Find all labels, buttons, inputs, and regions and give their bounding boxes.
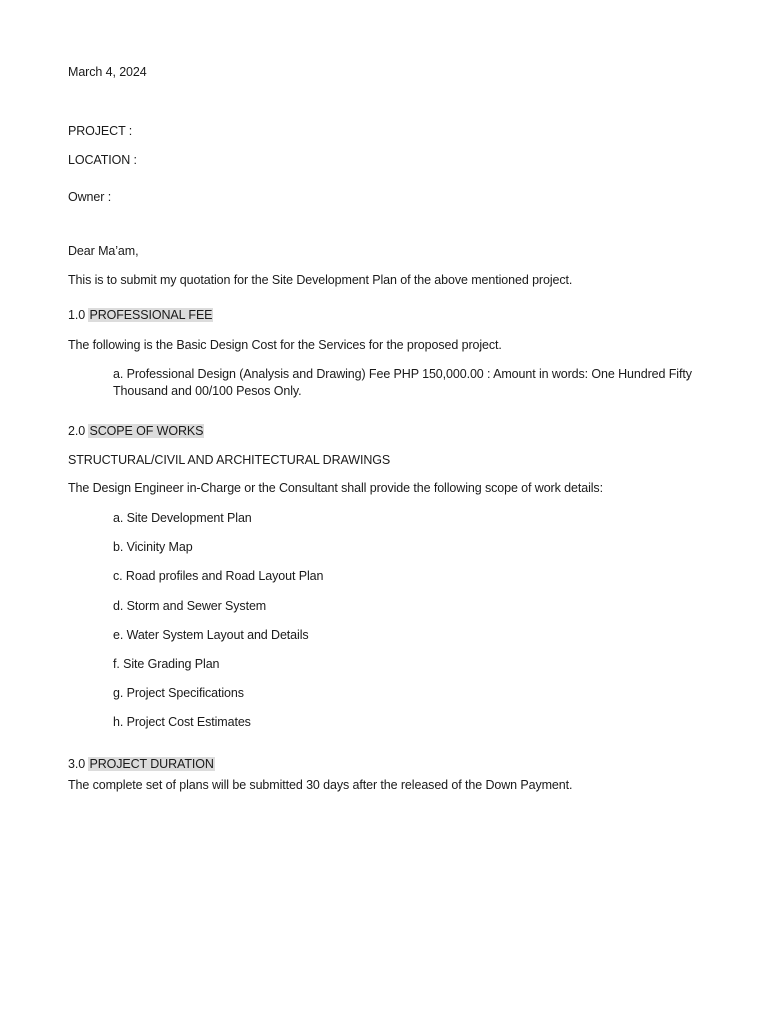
section-2-description: The Design Engineer in-Charge or the Consultant shall provide the following scope of work details: xyxy=(68,481,603,495)
salutation: Dear Ma’am, xyxy=(68,244,139,258)
section-1-description: The following is the Basic Design Cost for the Services for the proposed project. xyxy=(68,338,502,352)
scope-item: a. Site Development Plan xyxy=(113,511,252,525)
section-3-heading xyxy=(68,756,215,772)
section-3-number: 3.0 xyxy=(68,757,86,771)
section-2-number: 2.0 xyxy=(68,424,86,438)
section-3-title: PROJECT DURATION xyxy=(89,757,214,771)
section-2-subtitle: STRUCTURAL/CIVIL AND ARCHITECTURAL DRAWINGS xyxy=(68,453,391,467)
section-1-number: 1.0 xyxy=(68,308,86,322)
location-label: LOCATION : xyxy=(68,153,137,167)
owner-label: Owner : xyxy=(68,190,112,204)
fee-item-a-line-2: Thousand and 00/100 Pesos Only. xyxy=(113,384,302,398)
letter-date: March 4, 2024 xyxy=(68,65,147,79)
section-2-title: SCOPE OF WORKS xyxy=(89,424,204,438)
scope-item: d. Storm and Sewer System xyxy=(113,599,267,613)
scope-item: f. Site Grading Plan xyxy=(113,657,220,671)
section-3-description: The complete set of plans will be submitted 30 days after the released of the Down Payment. xyxy=(68,778,573,792)
scope-item: e. Water System Layout and Details xyxy=(113,628,309,642)
scope-item: h. Project Cost Estimates xyxy=(113,715,251,729)
section-2-heading xyxy=(68,423,204,439)
fee-item-a-line-1: a. Professional Design (Analysis and Drawing) Fee PHP 150,000.00 : Amount in words: One Hundred Fifty xyxy=(113,367,692,381)
scope-item: g. Project Specifications xyxy=(113,686,244,700)
section-1-heading xyxy=(68,307,213,323)
scope-item: c. Road profiles and Road Layout Plan xyxy=(113,569,324,583)
intro-paragraph: This is to submit my quotation for the Site Development Plan of the above mentioned project. xyxy=(68,273,573,287)
project-label: PROJECT : xyxy=(68,124,133,138)
section-1-title: PROFESSIONAL FEE xyxy=(89,308,213,322)
scope-item: b. Vicinity Map xyxy=(113,540,193,554)
